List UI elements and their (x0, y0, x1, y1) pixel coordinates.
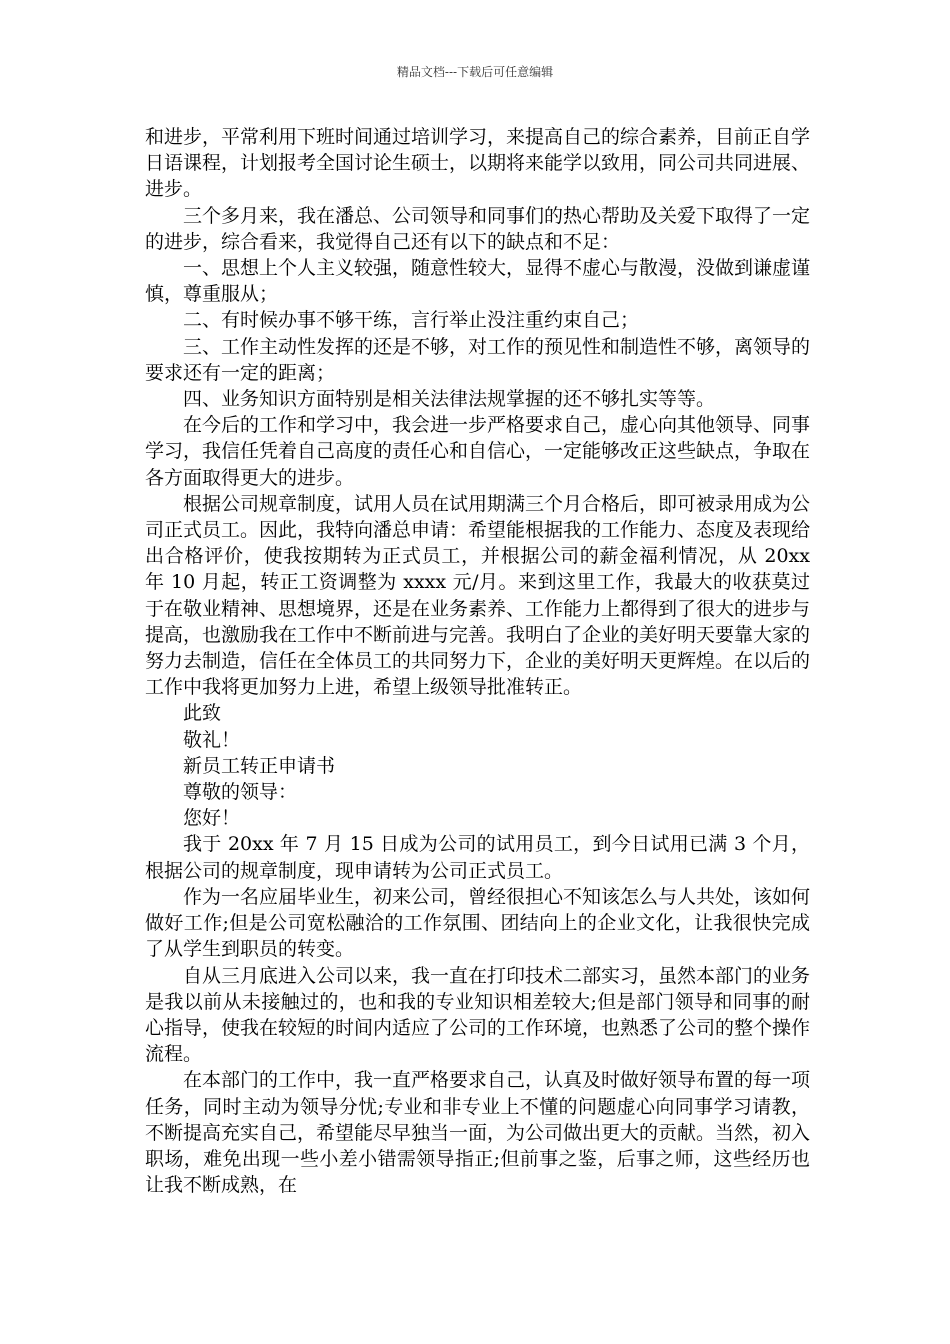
greeting-line: 尊敬的领导： (183, 781, 298, 804)
paragraph: 我于 20xx 年 7 月 15 日成为公司的试用员工，到今日试用已满 3 个月，根据公司的规章制度，现申请转为公司正式员工。 (145, 833, 810, 882)
paragraph: 四、业务知识方面特别是相关法律法规掌握的还不够扎实等等。 (183, 388, 716, 411)
paragraph: 三个多月来，我在潘总、公司领导和同事们的热心帮助及关爱下取得了一定的进步，综合看来，我觉得自己还有以下的缺点和不足： (145, 204, 811, 253)
paragraph: 三、工作主动性发挥的还是不够，对工作的预见性和制造性不够，离领导的要求还有一定的距离； (145, 335, 811, 384)
paragraph: 一、思想上个人主义较强，随意性较大，显得不虚心与散漫，没做到谦虚谨慎，尊重服从； (145, 257, 811, 306)
document-body (145, 124, 810, 1198)
section-title: 新员工转正申请书 (183, 754, 336, 777)
closing-line: 此致 (183, 702, 222, 725)
paragraph: 根据公司规章制度，试用人员在试用期满三个月合格后，即可被录用成为公司正式员工。因此，我特向潘总申请：希望能根据我的工作能力、态度及表现给出合格评价，使我按期转为正式员工，并根据公司的薪金福利情况，从 20xx 年 10 月起，转正工资调整为 xxxx 元/月。来到这里工作，我最大的收获莫过于在敬业精神、思想境界，还是在业务素养、工作能力上都得到了很大的进步与提高，也激励我在工作中不断前进与完善。我明白了企业的美好明天要靠大家的努力去制造，信任在全体员工的共同努力下，企业的美好明天更辉煌。在以后的工作中我将更加努力上进，希望上级领导批准转正。 (145, 492, 811, 699)
page-header: 精品文档---下载后可任意编辑 (396, 65, 554, 79)
paragraph: 作为一名应届毕业生，初来公司，曾经很担心不知该怎么与人共处，该如何做好工作;但是公司宽松融洽的工作氛围、团结向上的企业文化，让我很快完成了从学生到职员的转变。 (145, 885, 811, 961)
paragraph: 二、有时候办事不够干练，言行举止没注重约束自己； (183, 309, 640, 332)
paragraph: 和进步，平常利用下班时间通过培训学习，来提高自己的综合素养，目前正自学日语课程，计划报考全国讨论生硕士，以期将来能学以致用，同公司共同进展、进步。 (145, 126, 811, 201)
salutation-line: 敬礼！ (183, 728, 241, 751)
paragraph: 在今后的工作和学习中，我会进一步严格要求自己，虚心向其他领导、同事学习，我信任凭着自己高度的责任心和自信心，一定能够改正这些缺点，争取在各方面取得更大的进步。 (145, 414, 811, 489)
paragraph: 在本部门的工作中，我一直严格要求自己，认真及时做好领导布置的每一项任务，同时主动为领导分忧;专业和非专业上不懂的问题虚心向同事学习请教，不断提高充实自己，希望能尽早独当一面，为公司做出更大的贡献。当然，初入职场，难免出现一些小差小错需领导指正;但前事之鉴，后事之师，这些经历也让我不断成熟，在 (145, 1069, 811, 1197)
greeting-line: 您好！ (183, 807, 241, 830)
paragraph: 自从三月底进入公司以来，我一直在打印技术二部实习，虽然本部门的业务是我以前从未接触过的，也和我的专业知识相差较大;但是部门领导和同事的耐心指导，使我在较短的时间内适应了公司的工作环境，也熟悉了公司的整个操作流程。 (145, 964, 811, 1066)
